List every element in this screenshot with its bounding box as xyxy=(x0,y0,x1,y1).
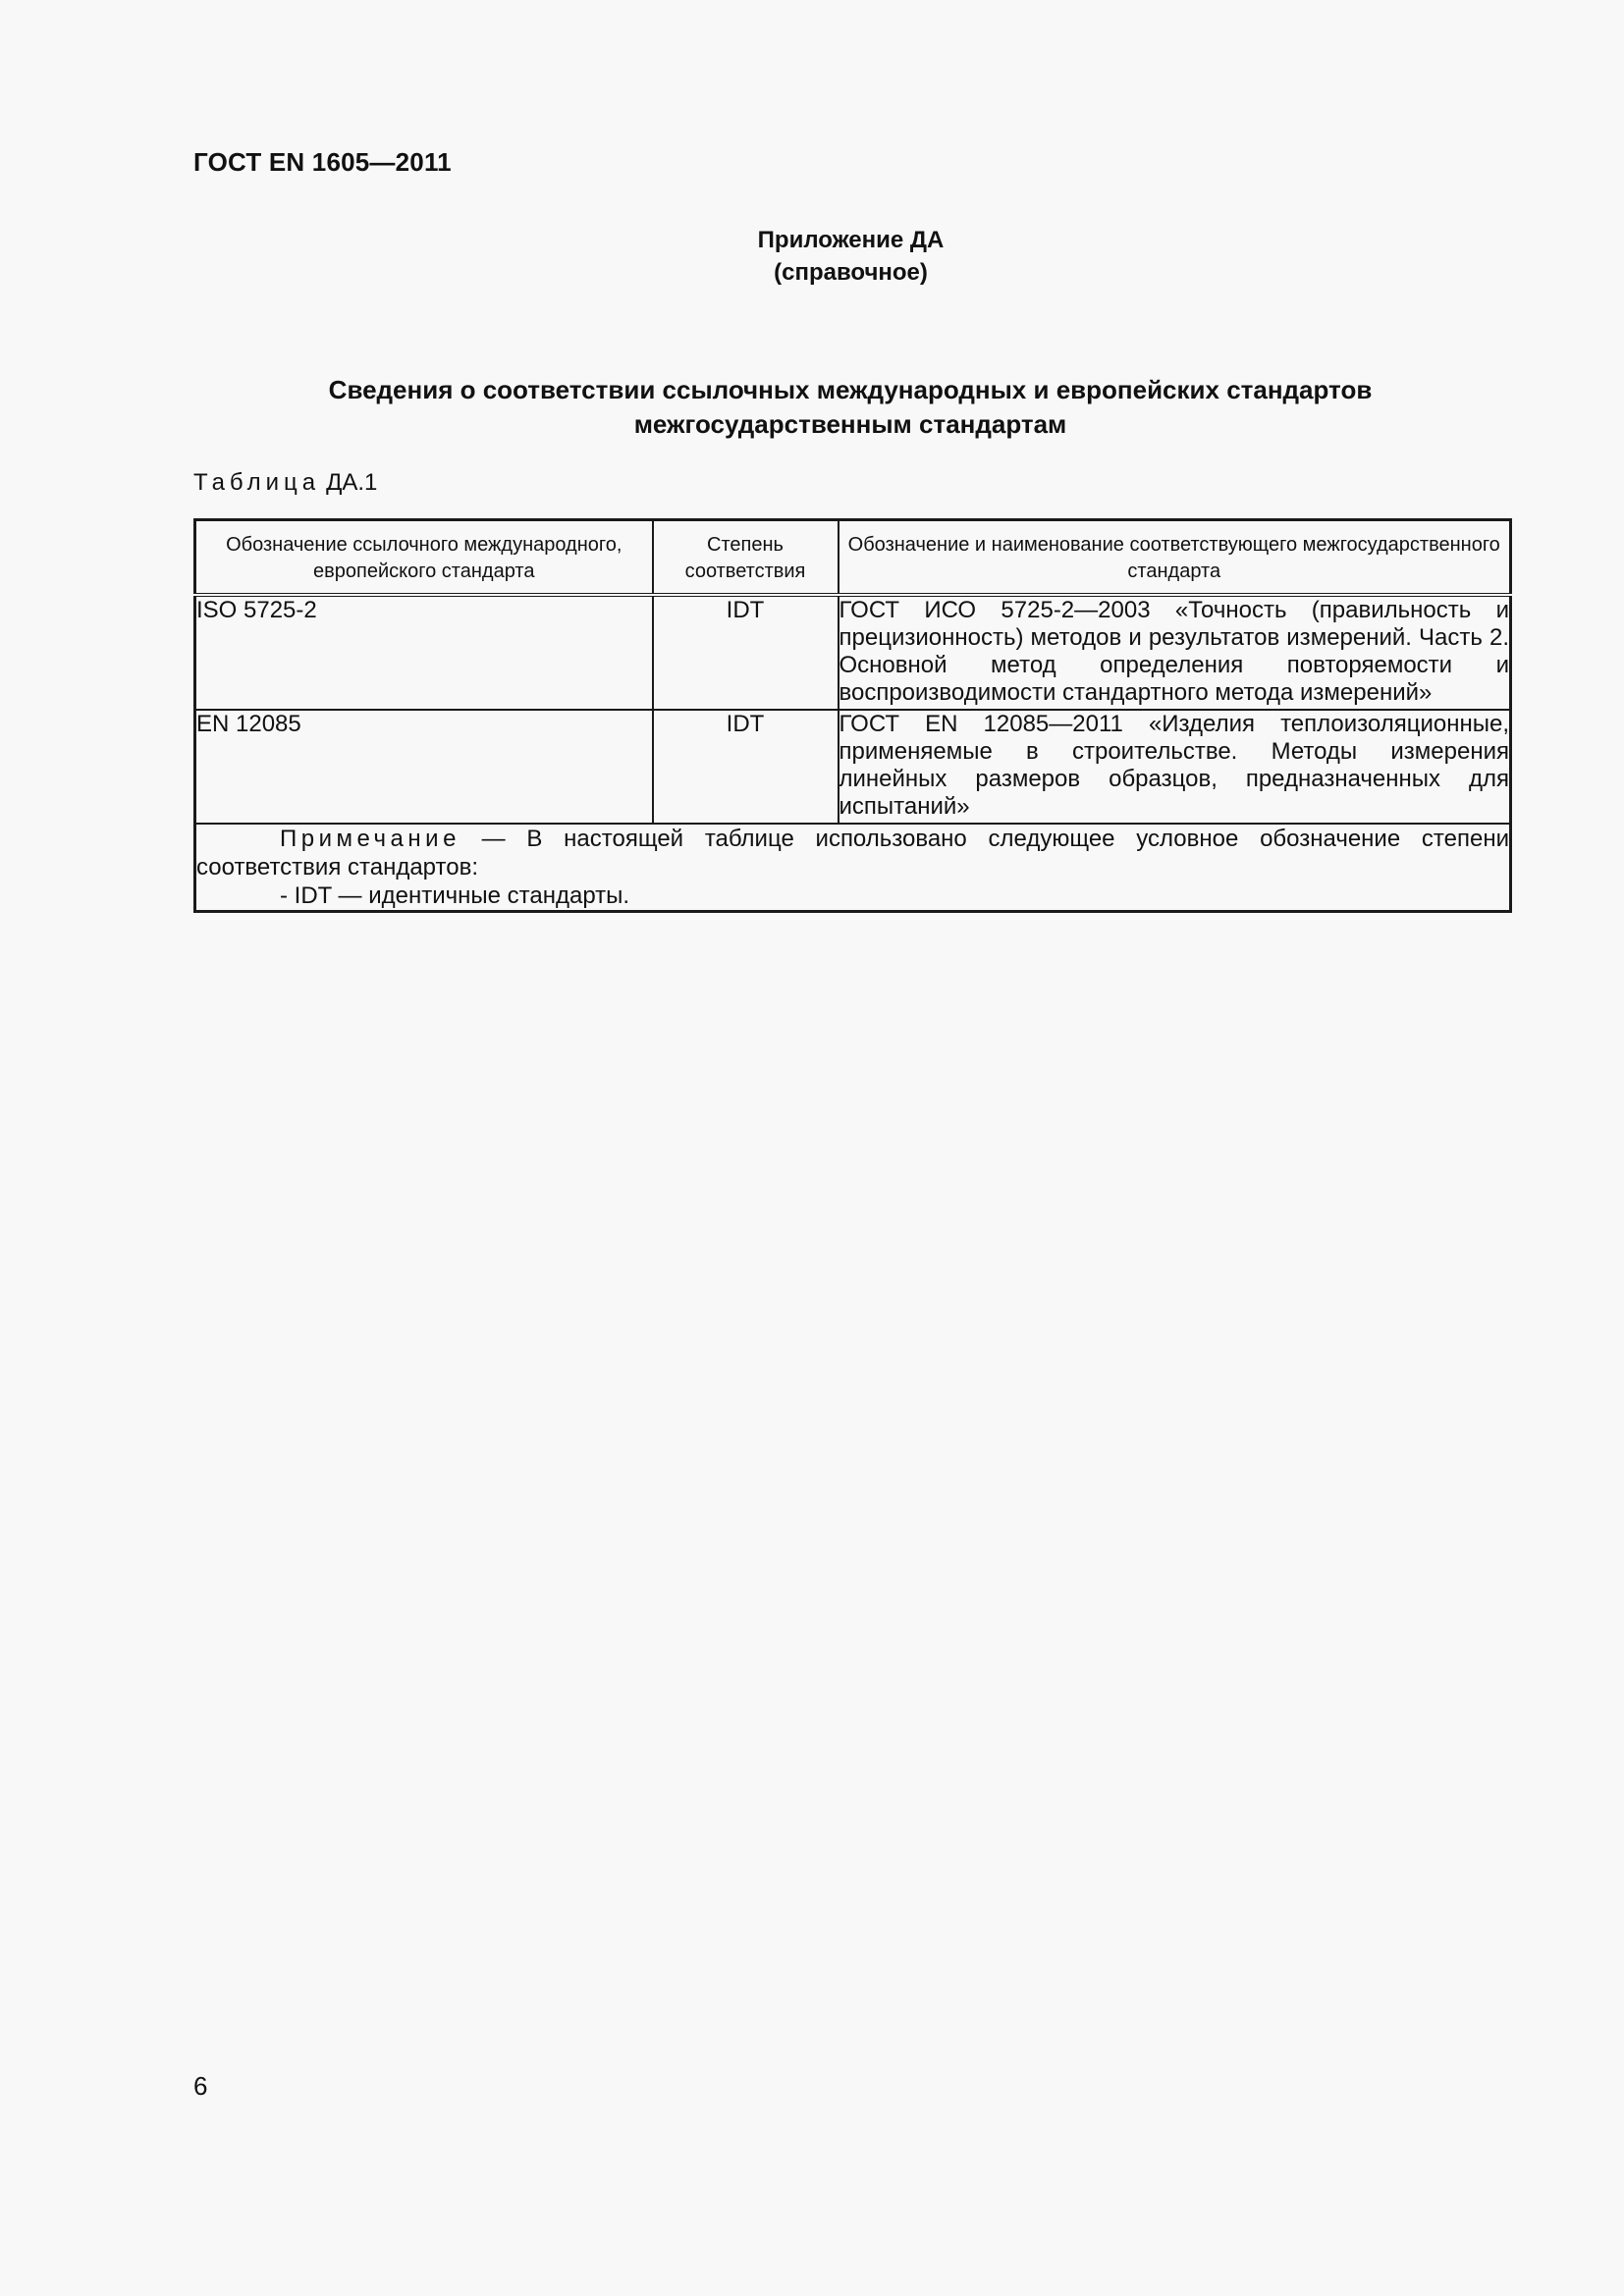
table-header-row xyxy=(195,520,1511,596)
section-title-line-1: Сведения о соответствии ссылочных международных и европейских стандартов xyxy=(328,375,1373,404)
table-row xyxy=(195,710,1511,824)
appendix-subtitle: (справочное) xyxy=(774,259,928,286)
correspondence-table xyxy=(193,518,1512,913)
note-label: Примечание xyxy=(280,826,460,852)
appendix-heading xyxy=(0,224,1624,289)
header-reference-standard: Обозначение ссылочного международного, европейского стандарта xyxy=(195,520,653,596)
table-note xyxy=(195,824,1511,912)
table-caption-number: ДА.1 xyxy=(326,469,378,496)
section-title xyxy=(236,373,1465,442)
cell-degree: IDT xyxy=(653,595,839,710)
table-row xyxy=(195,595,1511,710)
cell-reference: ISO 5725-2 xyxy=(195,595,653,710)
cell-reference: EN 12085 xyxy=(195,710,653,824)
document-code: ГОСТ EN 1605—2011 xyxy=(193,147,452,177)
page-number: 6 xyxy=(193,2071,208,2101)
note-paragraph xyxy=(196,825,1509,881)
appendix-title: Приложение ДА xyxy=(757,227,945,253)
table-caption-label: Таблица xyxy=(193,469,321,496)
cell-degree: IDT xyxy=(653,710,839,824)
note-text: — В настоящей таблице использовано следующее условное обозначение степени соответствия стандартов: xyxy=(196,826,1509,881)
table-caption xyxy=(193,469,377,497)
table-note-row xyxy=(195,824,1511,912)
header-interstate-standard: Обозначение и наименование соответствующего межгосударственного стандарта xyxy=(839,520,1511,596)
cell-interstate-standard: ГОСТ EN 12085—2011 «Изделия теплоизоляционные, применяемые в строительстве. Методы измерения линейных размеров образцов, предназначенных для испытаний» xyxy=(839,710,1511,824)
note-item: - IDT — идентичные стандарты. xyxy=(280,882,630,909)
cell-interstate-standard: ГОСТ ИСО 5725-2—2003 «Точность (правильность и прецизионность) методов и результатов измерений. Часть 2. Основной метод определения повторяемости и воспроизводимости стандартного метода измерений» xyxy=(839,595,1511,710)
section-title-line-2: межгосударственным стандартам xyxy=(633,409,1067,439)
header-degree: Степень соответствия xyxy=(653,520,839,596)
